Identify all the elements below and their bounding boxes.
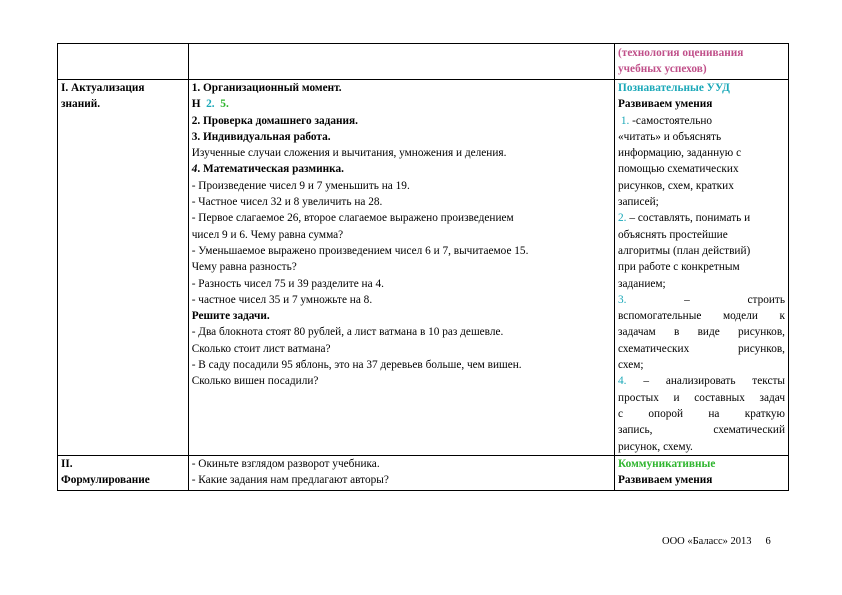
skill-2-line: 2. – составлять, понимать и <box>618 212 751 225</box>
h-label: Н <box>191 98 201 111</box>
stage2-row <box>58 455 789 490</box>
studied-cases: Изученные случаи сложения и вычитания, умножения и деления. <box>191 147 507 160</box>
warmup-num: 4 <box>191 163 198 176</box>
task-line: - Первое слагаемое 26, второе слагаемое выражено произведением <box>191 212 514 225</box>
communicative-uud-title: Коммуникативные <box>618 457 716 470</box>
skill-4-line: простых и составных задач <box>618 391 785 404</box>
skill-3-line: схематических рисунков, <box>618 342 785 355</box>
stage2-develop-skills-label: Развиваем умения <box>618 474 713 487</box>
header-uud-line2: учебных успехов) <box>618 63 707 76</box>
skill-1-line: рисунков, схем, кратких <box>618 179 734 192</box>
table-header-row <box>58 44 789 80</box>
header-uud-line1: (технология оценивания <box>618 47 744 59</box>
skill-2-line: алгоритмы (план действий) <box>618 244 751 257</box>
h-num2: 5. <box>220 98 229 111</box>
stage1-uud-cell <box>615 80 789 456</box>
skill-2-line: заданием; <box>618 277 666 290</box>
h-num1: 2. <box>206 98 215 111</box>
skill-1-num: 1. <box>620 114 630 127</box>
skill-1-line: записей; <box>618 196 659 209</box>
problem-line: Сколько вишен посадили? <box>191 375 319 388</box>
skill-2-line: при работе с конкретным <box>618 261 740 274</box>
footer-org: ООО «Баласс» 2013 <box>662 536 752 547</box>
skill-4-line: 4. – анализировать тексты <box>618 375 785 388</box>
task-line: чисел 9 и 6. Чему равна сумма? <box>191 228 344 241</box>
task-line: - Частное чисел 32 и 8 увеличить на 28. <box>191 196 383 209</box>
warmup-title <box>192 161 611 177</box>
skill-1-line: информацию, заданную с <box>618 147 742 160</box>
task-line: Чему равна разность? <box>191 261 297 274</box>
stage2-title-line1: II. <box>61 457 73 470</box>
stage1-title-line2: знаний. <box>61 98 101 111</box>
stage1-content-cell <box>188 80 614 456</box>
homework-check: 2. Проверка домашнего задания. <box>191 114 358 127</box>
develop-skills-label: Развиваем умения <box>618 98 713 111</box>
stage1-title-line1: I. Актуализация <box>61 82 145 94</box>
h-line <box>192 96 611 112</box>
skill-4-line: с опорой на краткую <box>618 407 785 420</box>
stage2-item: - Окиньте взглядом разворот учебника. <box>191 457 380 470</box>
problem-line: - Два блокнота стоят 80 рублей, а лист ватмана в 10 раз дешевле. <box>191 326 504 339</box>
stage2-title-cell <box>58 455 189 490</box>
skill-1-line: помощью схематических <box>618 163 739 176</box>
cognitive-uud-title: Познавательные УУД <box>618 82 730 94</box>
stage2-uud-cell <box>615 455 789 490</box>
skill-4-line: запись, схематический <box>618 424 785 437</box>
skill-2-line: объяснять простейшие <box>618 228 728 241</box>
page-number: 6 <box>765 536 771 547</box>
stage1-title-cell <box>58 80 189 456</box>
solve-tasks-heading: Решите задачи. <box>191 310 270 323</box>
skill-4-num: 4. <box>618 375 627 388</box>
stage2-title-line2: Формулирование <box>61 474 150 487</box>
skill-3-line: вспомогательные модели к <box>618 310 785 323</box>
skill-1-line: «читать» и объяснять <box>618 130 722 143</box>
warmup-title-text: . Математическая разминка. <box>197 163 344 176</box>
problem-line: - В саду посадили 95 яблонь, это на 37 деревьев больше, чем вишен. <box>191 359 522 372</box>
task-line: - Уменьшаемое выражено произведением чисел 6 и 7, вычитаемое 15. <box>191 244 529 257</box>
header-cell-uud <box>615 44 789 80</box>
skill-3-line: задачам в виде рисунков, <box>618 326 785 339</box>
stage2-content-cell <box>188 455 614 490</box>
individual-work: 3. Индивидуальная работа. <box>191 130 331 143</box>
task-line: - Произведение чисел 9 и 7 уменьшить на 19. <box>191 179 410 192</box>
skill-3-line: схем; <box>618 359 644 372</box>
header-cell-content <box>188 44 614 80</box>
stage1-row <box>58 80 789 456</box>
skill-1-line: 1. -самостоятельно <box>620 114 713 127</box>
header-cell-stage <box>58 44 189 80</box>
lesson-plan-table <box>57 43 789 491</box>
org-moment: 1. Организационный момент. <box>191 82 342 94</box>
page-footer <box>662 536 771 547</box>
task-line: - Разность чисел 75 и 39 разделите на 4. <box>191 277 384 290</box>
skill-3-line: 3. – строить <box>618 293 786 306</box>
skill-4-line: рисунок, схему. <box>618 440 693 453</box>
skill-3-num: 3. <box>618 293 627 306</box>
task-line: - частное чисел 35 и 7 умножьте на 8. <box>191 293 373 306</box>
skill-2-num: 2. <box>618 212 627 225</box>
problem-line: Сколько стоит лист ватмана? <box>191 342 331 355</box>
stage2-item: - Какие задания нам предлагают авторы? <box>191 474 389 487</box>
